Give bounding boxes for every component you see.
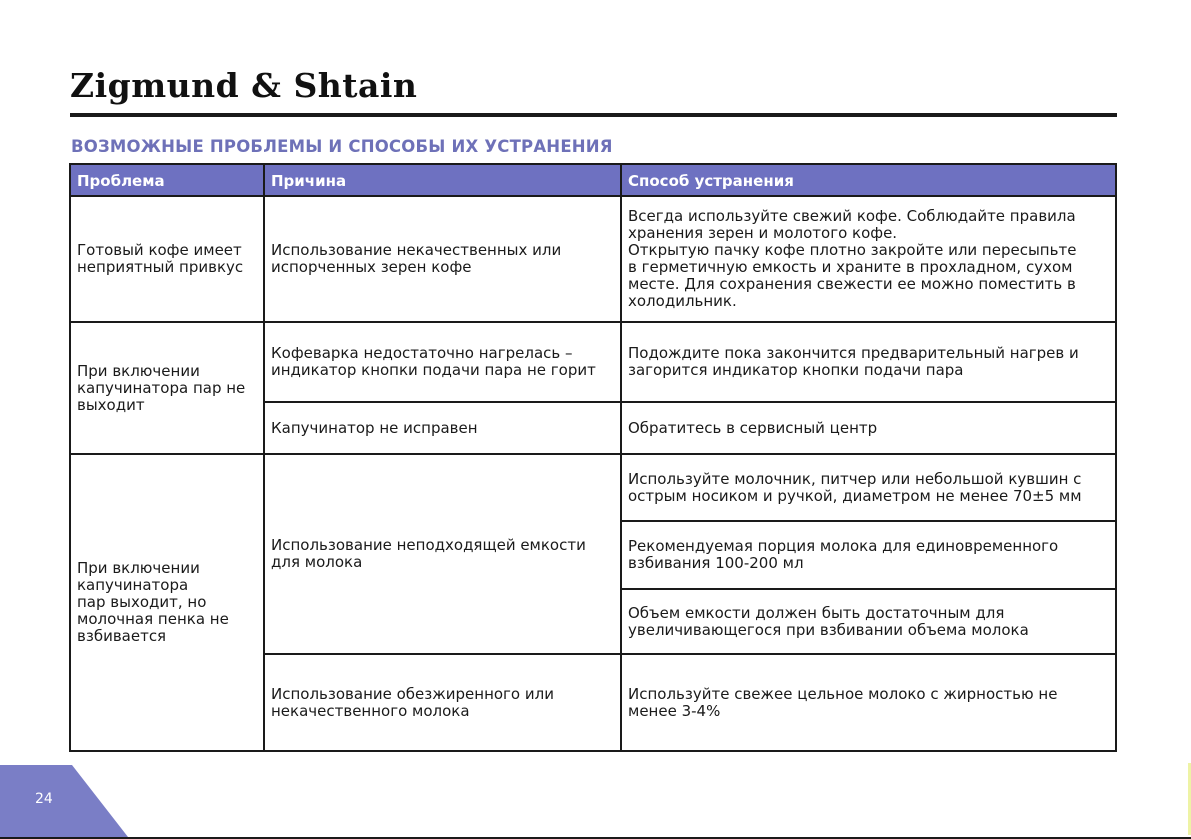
solution-cell: Подождите пока закончится предварительный нагрев и загорится индикатор кнопки подачи пара [621,322,1116,402]
problem-cell: При включении капучинатора пар выходит, но молочная пенка не взбивается [70,454,264,751]
solution-cell: Обратитесь в сервисный центр [621,402,1116,454]
column-header-problem: Проблема [70,164,264,196]
problem-cell: При включении капучинатора пар не выходит [70,322,264,454]
solution-cell: Всегда используйте свежий кофе. Соблюдайте правила хранения зерен и молотого кофе. Открытую пачку кофе плотно закройте или пересыпьте в герметичную емкость и храните в прохладном, сухом месте. Для сохранения свежести ее можно поместить в холодильник. [621,196,1116,322]
cause-cell: Капучинатор не исправен [264,402,621,454]
troubleshooting-table [69,163,1117,752]
table-row [70,322,1116,402]
header-divider [70,113,1117,117]
solution-cell: Объем емкости должен быть достаточным для увеличивающегося при взбивании объема молока [621,589,1116,654]
column-header-cause: Причина [264,164,621,196]
solution-cell: Используйте свежее цельное молоко с жирностью не менее 3-4% [621,654,1116,751]
table-header-row [70,164,1116,196]
cause-cell: Использование обезжиренного или некачественного молока [264,654,621,751]
section-title: ВОЗМОЖНЫЕ ПРОБЛЕМЫ И СПОСОБЫ ИХ УСТРАНЕНИЯ [71,137,613,156]
solution-cell: Используйте молочник, питчер или небольшой кувшин с острым носиком и ручкой, диаметром не менее 70±5 мм [621,454,1116,521]
cause-cell: Кофеварка недостаточно нагрелась – индикатор кнопки подачи пара не горит [264,322,621,402]
problem-cell: Готовый кофе имеет неприятный привкус [70,196,264,322]
brand-logo: Zigmund & Shtain [70,66,418,105]
page-corner-tab [0,765,128,837]
page-number: 24 [35,791,53,807]
table-row [70,196,1116,322]
cause-cell: Использование некачественных или испорченных зерен кофе [264,196,621,322]
column-header-solution: Способ устранения [621,164,1116,196]
solution-cell: Рекомендуемая порция молока для единовременного взбивания 100-200 мл [621,521,1116,589]
cause-cell: Использование неподходящей емкости для молока [264,454,621,654]
table-row [70,454,1116,521]
